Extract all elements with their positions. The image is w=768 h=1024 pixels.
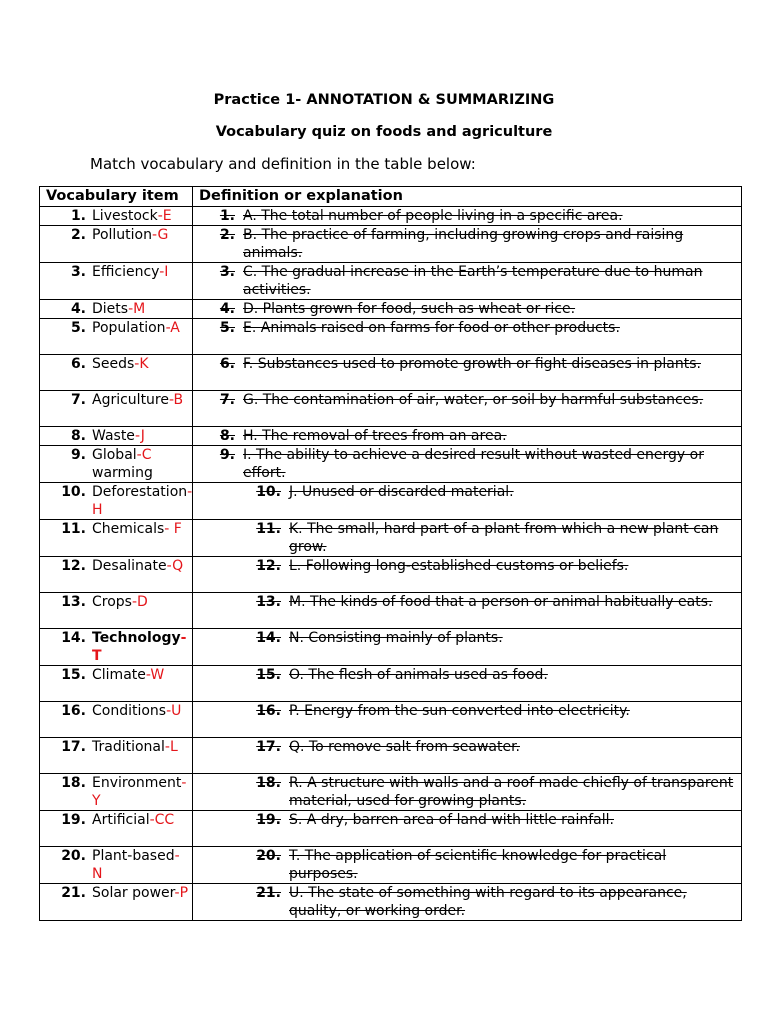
table-row [40,319,742,355]
vocab-cell [40,391,193,427]
definition-text: F. Substances used to promote growth or fight diseases in plants. [243,356,701,372]
vocab-word: Conditions [92,703,167,719]
definition-text: D. Plants grown for food, such as wheat or rice. [243,301,576,317]
table-header-row [40,187,742,207]
vocab-cell [40,593,193,629]
vocab-word: Population [92,320,166,336]
definition-cell [193,483,742,520]
definition-cell [193,300,742,319]
vocab-cell [40,520,193,557]
definition-text: J. Unused or discarded material. [289,484,514,500]
vocab-answer: -I [159,264,169,280]
definition-number: 7. [219,392,235,408]
table-row [40,483,742,520]
definition-cell [193,427,742,446]
table-row [40,355,742,391]
vocab-word: Solar power [92,885,175,901]
definition-cell [193,847,742,884]
header-definition: Definition or explanation [193,187,742,207]
vocab-answer: -A [165,320,180,336]
vocab-cell [40,702,193,738]
definition-cell [193,355,742,391]
definition-number: 2. [219,227,235,243]
definition-number: 21. [256,885,281,901]
table-row [40,738,742,774]
definition-number: 6. [219,356,235,372]
header-vocabulary: Vocabulary item [40,187,193,207]
vocab-number: 6. [70,356,86,372]
definition-cell [193,774,742,811]
table-row [40,300,742,319]
table-row [40,446,742,483]
definition-text: L. Following long-established customs or beliefs. [289,558,629,574]
table-row [40,593,742,629]
vocab-answer: - F [164,521,182,537]
vocab-answer: -E [157,208,172,224]
definition-text: A. The total number of people living in a specific area. [243,208,623,224]
vocab-answer: -J [134,428,145,444]
table-row [40,666,742,702]
definition-cell [193,593,742,629]
vocab-cell [40,738,193,774]
vocab-answer: -U [166,703,182,719]
vocab-answer: -G [151,227,169,243]
definition-number: 18. [256,775,281,791]
vocab-cell [40,446,193,483]
vocab-word-continued: warming [92,465,153,481]
definition-text: T. The application of scientific knowledge for practical purposes. [289,848,667,882]
table-row [40,702,742,738]
vocab-word: Pollution [92,227,152,243]
definition-text: P. Energy from the sun converted into electricity. [289,703,630,719]
vocab-number: 1. [70,208,86,224]
vocab-answer: -Y [92,775,187,809]
vocab-number: 19. [61,812,86,828]
vocab-word: Traditional [92,739,165,755]
definition-text: G. The contamination of air, water, or soil by harmful substances. [243,392,704,408]
table-row [40,391,742,427]
vocab-cell [40,774,193,811]
definition-cell [193,738,742,774]
vocab-cell [40,207,193,226]
vocab-cell [40,884,193,921]
vocab-cell [40,483,193,520]
vocab-word: Efficiency [92,264,160,280]
definition-number: 10. [256,484,281,500]
definition-cell [193,319,742,355]
vocab-cell [40,427,193,446]
definition-cell [193,520,742,557]
table-row [40,629,742,666]
vocab-answer: -M [128,301,146,317]
table-row [40,811,742,847]
vocab-word: Global [92,447,137,463]
table-row [40,774,742,811]
definition-text: N. Consisting mainly of plants. [289,630,503,646]
vocab-number: 20. [61,848,86,864]
definition-text: Q. To remove salt from seawater. [289,739,520,755]
vocab-number: 18. [61,775,86,791]
vocab-word: Crops [92,594,132,610]
table-row [40,427,742,446]
definition-cell [193,226,742,263]
vocab-number: 5. [70,320,86,336]
vocabulary-table [39,186,742,921]
definition-number: 15. [256,667,281,683]
vocab-answer: -B [169,392,184,408]
vocab-answer: -T [92,630,187,664]
table-row [40,263,742,300]
vocab-number: 14. [61,630,86,646]
vocab-cell [40,811,193,847]
definition-cell [193,884,742,921]
vocab-word: Plant-based [92,848,175,864]
vocab-number: 3. [70,264,86,280]
definition-text: M. The kinds of food that a person or animal habitually eats. [289,594,713,610]
vocab-cell [40,629,193,666]
definition-cell [193,446,742,483]
vocab-cell [40,263,193,300]
vocab-word: Chemicals [92,521,165,537]
definition-text: R. A structure with walls and a roof made chiefly of transparent material, used for growing plants. [289,775,734,809]
vocab-number: 7. [70,392,86,408]
vocab-number: 16. [61,703,86,719]
vocab-answer: -Q [166,558,184,574]
definition-number: 14. [256,630,281,646]
table-row [40,884,742,921]
definition-number: 5. [219,320,235,336]
definition-number: 16. [256,703,281,719]
definition-number: 19. [256,812,281,828]
vocab-answer: -L [164,739,178,755]
definition-number: 12. [256,558,281,574]
page-subtitle: Vocabulary quiz on foods and agriculture [215,124,553,140]
vocab-word: Environment [92,775,182,791]
vocab-cell [40,300,193,319]
vocab-word: Agriculture [92,392,169,408]
definition-text: C. The gradual increase in the Earth’s temperature due to human activities. [243,264,703,298]
definition-number: 1. [219,208,235,224]
vocab-number: 17. [61,739,86,755]
definition-text: O. The flesh of animals used as food. [289,667,548,683]
vocab-cell [40,557,193,593]
vocab-number: 21. [61,885,86,901]
vocab-answer: -CC [149,812,175,828]
definition-cell [193,557,742,593]
vocab-word: Desalinate [92,558,167,574]
vocab-answer: -K [134,356,149,372]
vocab-number: 9. [70,447,86,463]
definition-number: 11. [256,521,281,537]
vocab-number: 11. [61,521,86,537]
vocab-answer: -H [92,484,193,518]
definition-text: E. Animals raised on farms for food or other products. [243,320,620,336]
definition-text: I. The ability to achieve a desired result without wasted energy or effort. [243,447,704,481]
vocab-word: Technology [92,630,181,646]
definition-text: B. The practice of farming, including growing crops and raising animals. [243,227,684,261]
table-row [40,226,742,263]
definition-cell [193,702,742,738]
definition-text: K. The small, hard part of a plant from which a new plant can grow. [289,521,719,555]
definition-text: H. The removal of trees from an area. [243,428,507,444]
definition-number: 8. [219,428,235,444]
vocab-number: 12. [61,558,86,574]
definition-cell [193,207,742,226]
table-row [40,557,742,593]
vocab-number: 15. [61,667,86,683]
vocab-cell [40,355,193,391]
definition-text: U. The state of something with regard to its appearance, quality, or working order. [289,885,687,919]
definition-text: S. A dry, barren area of land with little rainfall. [289,812,614,828]
vocab-word: Waste [92,428,135,444]
definition-number: 17. [256,739,281,755]
vocab-word: Artificial [92,812,150,828]
vocab-cell [40,226,193,263]
definition-cell [193,391,742,427]
vocab-cell [40,666,193,702]
definition-number: 3. [219,264,235,280]
definition-cell [193,811,742,847]
definition-cell [193,666,742,702]
definition-number: 4. [219,301,235,317]
vocab-word: Deforestation [92,484,188,500]
table-row [40,520,742,557]
definition-number: 20. [256,848,281,864]
definition-cell [193,263,742,300]
vocab-word: Diets [92,301,129,317]
vocab-answer: -W [145,667,165,683]
vocab-number: 8. [70,428,86,444]
vocab-answer: -D [131,594,148,610]
vocab-cell [40,319,193,355]
vocab-word: Seeds [92,356,135,372]
page-title: Practice 1- ANNOTATION & SUMMARIZING [213,92,555,108]
vocab-number: 2. [70,227,86,243]
definition-number: 13. [256,594,281,610]
table-row [40,207,742,226]
vocab-number: 10. [61,484,86,500]
vocab-number: 13. [61,594,86,610]
instruction-text: Match vocabulary and definition in the table below: [90,155,476,173]
vocab-cell [40,847,193,884]
vocab-word: Livestock [92,208,158,224]
definition-cell [193,629,742,666]
vocab-number: 4. [70,301,86,317]
vocab-word: Climate [92,667,146,683]
vocab-answer: -P [174,885,189,901]
vocab-answer: -N [92,848,180,882]
definition-number: 9. [219,447,235,463]
vocab-answer: -C [136,447,152,463]
table-row [40,847,742,884]
